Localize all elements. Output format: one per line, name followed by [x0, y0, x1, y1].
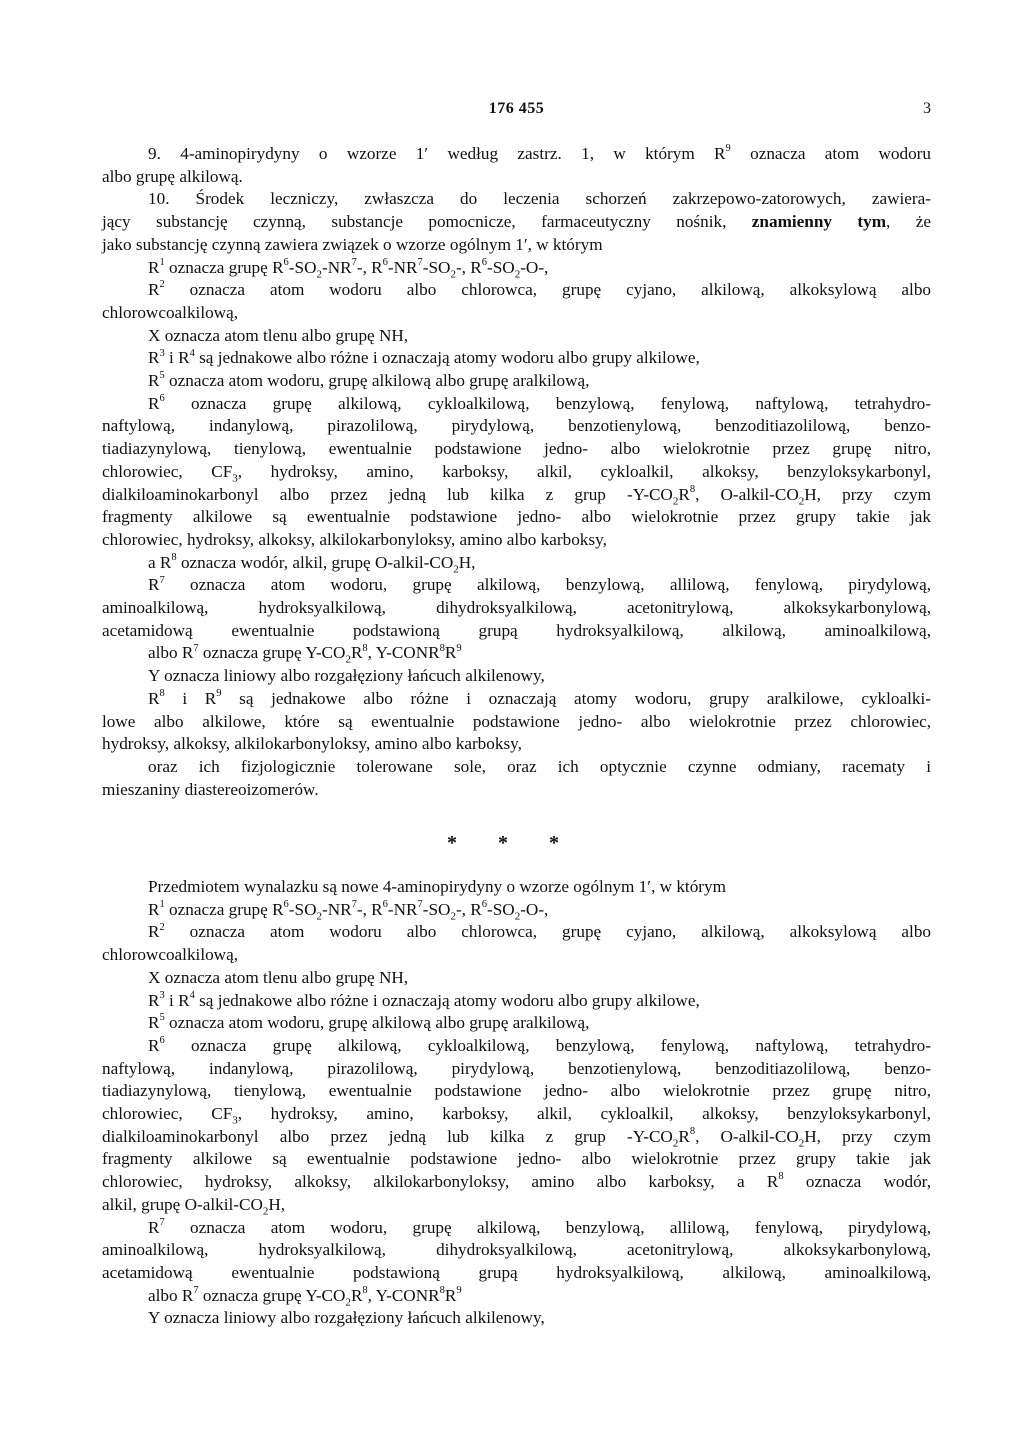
def2-r6-line-2: naftylową, indanylową, pirazolilową, pirydylową, benzotienylową, benzoditiazolilową, benzo- — [102, 1058, 931, 1078]
def-r3-r4: $R^3$ i $R^4$ są jednakowe albo różne i oznaczają atomy wodoru albo grupy alkilowe, — [148, 347, 700, 368]
def2-r7-line-3: acetamidową ewentualnie podstawioną grupą hydroksyalkilową, alkilową, aminoalkilową, — [102, 1262, 931, 1282]
intro-line: Przedmiotem wynalazku są nowe 4-aminopirydyny o wzorze ogólnym 1′, w którym — [148, 877, 726, 896]
def2-r6-line-8: alkil, grupę $O-alkil-CO_2H$, — [102, 1194, 286, 1218]
claim-9-line-1: 9. 4-aminopirydyny o wzorze 1′ według zastrz. 1, w którym $R^9$ oznacza atom wodoru — [148, 143, 931, 163]
def-r7-line-2: aminoalkilową, hydroksyalkilową, dihydroksyalkilową, acetonitrylową, alkoksykarbonylową, — [102, 598, 931, 618]
def2-r7-line-4: albo $R^7$ oznacza grupę $Y-CO_2R^8$, $Y-CONR^8R^9$ — [148, 1284, 462, 1309]
def-r1: $R^1$ oznacza grupę $R^6-SO_2-NR^7-$, $R^6-NR^7-SO_2-$, $R^6-SO_2-O-$, — [148, 256, 549, 280]
def-r8-r9-line-2: lowe albo alkilowe, które są ewentualnie podstawione jedno- albo wielokrotnie przez chlorowiec, — [102, 711, 931, 731]
page-number: 3 — [923, 100, 931, 117]
def-r5: $R^5$ oznacza atom wodoru, grupę alkilową albo grupę aralkilową, — [148, 370, 590, 391]
def2-r2-line-2: chlorowcoalkilową, — [102, 945, 239, 965]
def2-r1: $R^1$ oznacza grupę $R^6-SO_2-NR^7-$, $R^6-NR^7-SO_2-$, $R^6-SO_2-O-$, — [148, 898, 549, 923]
def-r7-line-1: $R^7$ oznacza atom wodoru, grupę alkilową, benzylową, allilową, fenylową, pirydylową, — [148, 574, 931, 595]
def2-r6-line-3: tiadiazynylową, tienylową, ewentualnie podstawione jedno- albo wielokrotnie przez grupę nitro, — [102, 1081, 931, 1101]
def2-r7-line-1: $R^7$ oznacza atom wodoru, grupę alkilową, benzylową, allilową, fenylową, pirydylową, — [148, 1216, 931, 1237]
def-r6-line-3: tiadiazynylową, tienylową, ewentualnie podstawione jedno- albo wielokrotnie przez grupę nitro, — [102, 439, 931, 459]
def2-r6-line-1: $R^6$ oznacza grupę alkilową, cykloalkilową, benzylową, fenylową, naftylową, tetrahydro- — [148, 1035, 932, 1055]
def2-r2-line-1: $R^2$ oznacza atom wodoru albo chlorowca, grupę cyjano, alkilową, alkoksylową albo — [148, 921, 932, 942]
def-r2-line-2: chlorowcoalkilową, — [102, 302, 239, 322]
section-separator: * * * — [447, 832, 577, 854]
description-block — [102, 876, 931, 1330]
claim-10-line-1: 10. Środek leczniczy, zwłaszcza do leczenia schorzeń zakrzepowo-zatorowych, zawiera- — [148, 189, 931, 209]
def2-r6-line-5: dialkiloaminokarbonyl albo przez jedną lub kilka z grup $-Y-CO_2R^8$, $O-alkil-CO_2H$, przy czym — [102, 1126, 931, 1150]
def2-x: X oznacza atom tlenu albo grupę NH, — [148, 967, 409, 987]
def-r2-line-1: $R^2$ oznacza atom wodoru albo chlorowca, grupę cyjano, alkilową, alkoksylową albo — [148, 279, 932, 300]
page-header — [102, 100, 931, 124]
def-r7-line-4: albo $R^7$ oznacza grupę $Y-CO_2R^8$, $Y-CONR^8R^9$ — [148, 642, 462, 666]
def-r6-line-1: $R^6$ oznacza grupę alkilową, cykloalkilową, benzylową, fenylową, naftylową, tetrahydro- — [148, 393, 932, 413]
def-r8-r9-line-1: $R^8$ i $R^9$ są jednakowe albo różne i oznaczają atomy wodoru, grupy aralkilowe, cykloalki- — [148, 688, 932, 708]
def2-r6-line-6: fragmenty alkilowe są ewentualnie podstawione jedno- albo wielokrotnie przez grupy takie jak — [102, 1149, 931, 1169]
def-r6-line-7: chlorowiec, hydroksy, alkoksy, alkilokarbonyloksy, amino albo karboksy, — [102, 529, 607, 549]
def-r6-line-6: fragmenty alkilowe są ewentualnie podstawione jedno- albo wielokrotnie przez grupy takie jak — [102, 507, 931, 527]
claim-10-line-2: jący substancję czynną, substancje pomocnicze, farmaceutyczny nośnik, znamienny tym, że — [102, 212, 931, 232]
def-r8: a $R^8$ oznacza wodór, alkil, grupę $O-alkil-CO_2H$, — [148, 551, 476, 576]
document-number: 176 455 — [488, 100, 545, 117]
def2-r5: $R^5$ oznacza atom wodoru, grupę alkilową albo grupę aralkilową, — [148, 1012, 590, 1033]
salts-line-2: mieszaniny diastereoizomerów. — [102, 779, 319, 799]
claim-10-line-3: jako substancję czynną zawiera związek o wzorze ogólnym 1′, w którym — [102, 234, 603, 254]
def-r7-line-3: acetamidową ewentualnie podstawioną grupą hydroksyalkilową, alkilową, aminoalkilową, — [102, 620, 931, 640]
def-r6-line-2: naftylową, indanylową, pirazolilową, pirydylową, benzotienylową, benzoditiazolilową, benzo- — [102, 416, 931, 436]
claim-9-line-2: albo grupę alkilową. — [102, 166, 243, 186]
def2-r6-line-4: chlorowiec, $CF_3$, hydroksy, amino, karboksy, alkil, cykloalkil, alkoksy, benzyloksykarbonyl, — [102, 1104, 931, 1127]
salts-line-1: oraz ich fizjologicznie tolerowane sole, oraz ich optycznie czynne odmiany, racematy i — [148, 756, 931, 776]
def2-r6-line-7: chlorowiec, hydroksy, alkoksy, alkilokarbonyloksy, amino albo karboksy, a $R^8$ oznacza wodór, — [102, 1171, 931, 1192]
def-r6-line-5: dialkiloaminokarbonyl albo przez jedną lub kilka z grup $-Y-CO_2R^8$, $O-alkil-CO_2H$, przy czym — [102, 483, 931, 507]
def-y: Y oznacza liniowy albo rozgałęziony łańcuch alkilenowy, — [148, 666, 545, 686]
def2-r3-r4: $R^3$ i $R^4$ są jednakowe albo różne i oznaczają atomy wodoru albo grupy alkilowe, — [148, 989, 700, 1010]
def-r8-r9-line-3: hydroksy, alkoksy, alkilokarbonyloksy, amino albo karboksy, — [102, 734, 522, 754]
def-x: X oznacza atom tlenu albo grupę NH, — [148, 325, 409, 345]
def2-y: Y oznacza liniowy albo rozgałęziony łańcuch alkilenowy, — [148, 1308, 545, 1328]
def-r6-line-4: chlorowiec, $CF_3$, hydroksy, amino, karboksy, alkil, cykloalkil, alkoksy, benzyloksykarbonyl, — [102, 461, 931, 485]
claims-block — [102, 143, 931, 801]
def2-r7-line-2: aminoalkilową, hydroksyalkilową, dihydroksyalkilową, acetonitrylową, alkoksykarbonylową, — [102, 1240, 931, 1260]
